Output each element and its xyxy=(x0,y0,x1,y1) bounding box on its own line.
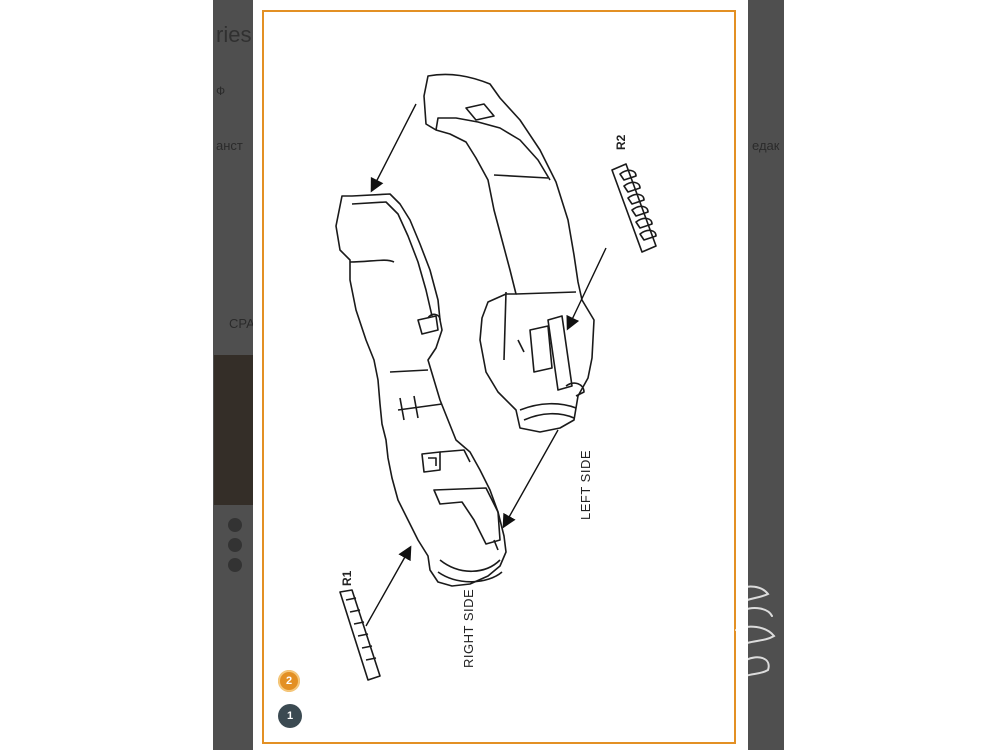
left-side-label: LEFT SIDE xyxy=(578,449,593,520)
step-badge-dark xyxy=(278,704,302,728)
arrow-r2 xyxy=(568,248,606,328)
left-side-fuselage-part xyxy=(424,74,594,432)
assembly-arrows xyxy=(366,104,606,626)
part-r2-comb xyxy=(612,164,656,252)
part-label-r1: R1 xyxy=(340,570,354,586)
part-label-r2: R2 xyxy=(614,134,628,150)
right-side-label: RIGHT SIDE xyxy=(461,588,476,668)
arrow-left-to-right-half xyxy=(372,104,416,190)
watermark-logo xyxy=(728,580,788,690)
step-badge-orange xyxy=(278,670,300,692)
step-badge-dark-number: 1 xyxy=(286,710,294,722)
right-side-fuselage-part xyxy=(336,194,506,586)
arrow-r1 xyxy=(366,548,410,626)
step-badge-orange-number: 2 xyxy=(285,675,293,687)
part-r1-strip xyxy=(340,590,380,680)
arrow-left-side-nose xyxy=(504,430,558,526)
